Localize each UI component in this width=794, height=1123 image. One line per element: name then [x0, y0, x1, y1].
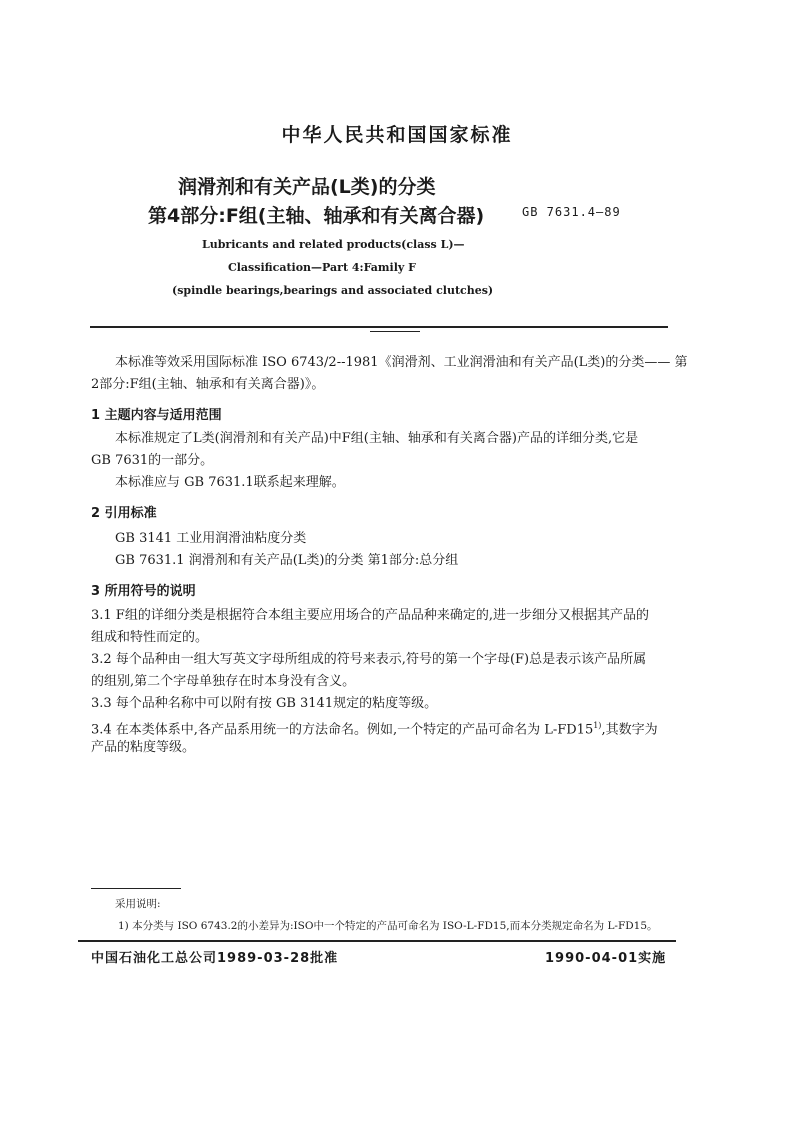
- clause-3-4-line2: 产品的粘度等级。: [91, 740, 196, 755]
- english-title-line1: Lubricants and related products(class L)—: [202, 238, 465, 251]
- section-1-heading: 1 主题内容与适用范围: [91, 408, 222, 423]
- section-3-heading: 3 所用符号的说明: [91, 584, 196, 599]
- effective-date: 1990-04-01实施: [545, 951, 667, 966]
- footnote-text: 1) 本分类与 ISO 6743.2的小差异为:ISO中一个特定的产品可命名为 ISO-L-FD15,而本分类规定命名为 L-FD15。: [118, 920, 658, 932]
- clause-3-4-text-end: ,其数字为: [601, 722, 658, 738]
- footnote-label: 采用说明:: [115, 898, 161, 910]
- approval-date: 中国石油化工总公司1989-03-28批准: [91, 951, 339, 966]
- footnote-marker: 1): [593, 721, 602, 730]
- footnote-rule: [91, 888, 181, 889]
- clause-3-1-line1: 3.1 F组的详细分类是根据符合本组主要应用场合的产品品种来确定的,进一步细分又根据其产品的: [91, 608, 649, 623]
- clause-3-2-line1: 3.2 每个品种由一组大写英文字母所组成的符号来表示,符号的第一个字母(F)总是表示该产品所属: [91, 652, 647, 667]
- english-title-line3: (spindle bearings,bearings and associated clutches): [172, 284, 494, 297]
- standard-code: GB 7631.4—89: [522, 205, 621, 219]
- clause-3-4-text: 3.4 在本类体系中,各产品系用统一的方法命名。例如,一个特定的产品可命名为 L-FD15: [91, 722, 594, 738]
- footer-rule: [78, 940, 676, 942]
- intro-line2: 2部分:F组(主轴、轴承和有关离合器)》。: [91, 377, 325, 392]
- reference-gb3141: GB 3141 工业用润滑油粘度分类: [115, 531, 307, 546]
- section-1-p1-line2: GB 7631的一部分。: [91, 453, 214, 468]
- standard-type-heading: 中华人民共和国国家标准: [281, 124, 513, 146]
- intro-line1: 本标准等效采用国际标准 ISO 6743/2--1981《润滑剂、工业润滑油和有关产品(L类)的分类—— 第: [115, 355, 688, 370]
- clause-3-1-line2: 组成和特性而定的。: [91, 630, 209, 645]
- clause-3-3: 3.3 每个品种名称中可以附有按 GB 3141规定的粘度等级。: [91, 696, 438, 711]
- clause-3-2-line2: 的组别,第二个字母单独存在时本身没有含义。: [91, 674, 356, 689]
- document-title-line2: 第4部分:F组(主轴、轴承和有关离合器): [148, 205, 485, 227]
- section-1-p1-line1: 本标准规定了L类(润滑剂和有关产品)中F组(主轴、轴承和有关离合器)产品的详细分类,它是: [115, 431, 639, 446]
- header-rule-top: [90, 326, 668, 328]
- section-2-heading: 2 引用标准: [91, 506, 157, 521]
- header-rule-mark: [370, 331, 420, 332]
- english-title-line2: Classification—Part 4:Family F: [228, 261, 416, 274]
- section-1-p2: 本标准应与 GB 7631.1联系起来理解。: [115, 475, 345, 490]
- reference-gb7631-1: GB 7631.1 润滑剂和有关产品(L类)的分类 第1部分:总分组: [115, 553, 459, 568]
- document-title-line1: 润滑剂和有关产品(L类)的分类: [178, 176, 436, 198]
